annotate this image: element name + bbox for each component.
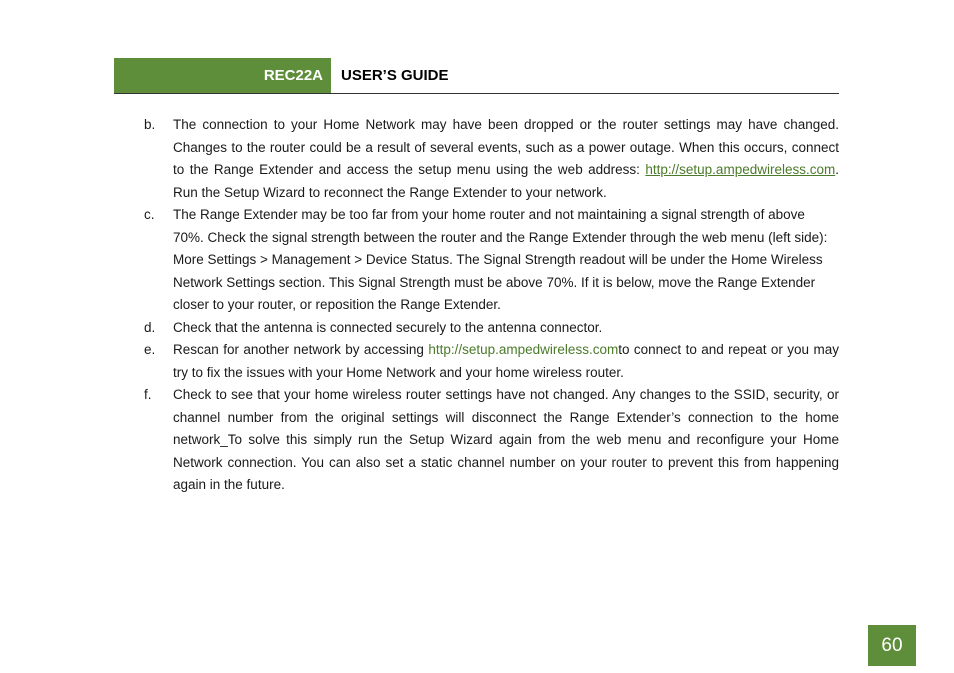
page-number-badge: 60 [868,625,916,666]
list-item-text [173,339,839,384]
list-item-c [144,204,839,317]
list-item-text: Check that the antenna is connected securely to the antenna connector. [173,319,603,335]
troubleshooting-list [144,114,839,497]
list-marker: c. [144,207,155,222]
item-e-text-after: to connect to and repeat or you may try to fix the issues with your Home Network and your home wireless router. [173,342,839,380]
list-marker: f. [144,387,152,402]
list-item-b [144,114,839,204]
list-marker: e. [144,342,156,357]
product-name: REC22A [263,67,323,84]
item-b-text-before: The connection to your Home Network may have been dropped or the router settings may have changed. Changes to the router could be a result of several events, such as a power outage. When this occurs, connect to the Range Extender and access the setup menu using the web address: [173,117,839,177]
list-item-e [144,339,839,384]
list-item-f [144,384,839,497]
setup-url-link[interactable]: http://setup.ampedwireless.com [428,342,619,357]
page-header [114,58,839,94]
list-item-text: The Range Extender may be too far from your home router and not maintaining a signal strength of above 70%. Check the signal strength between the router and the Range Extender through the web menu (left side): More Settings > Management > Device Status. The Signal Strength readout will be under the Home Wireless Network Settings section. This Signal Strength must be above 70%. If it is below, move the Range Extender closer to your router, or reposition the Range Extender. [173,207,828,312]
list-item-text: Check to see that your home wireless router settings have not changed. Any changes to the SSID, security, or channel number from the original settings will disconnect the Range Extender’s connection to the home network_To solve this simply run the Setup Wizard again from the web menu and reconfigure your Home Network connection. You can also set a static channel number on your router to prevent this from happening again in the future. [173,387,839,492]
setup-url-link[interactable]: http://setup.ampedwireless.com [645,162,836,177]
list-item-text [173,114,839,204]
item-e-text-before: Rescan for another network by accessing [173,342,429,357]
item-b-text-after: . Run the Setup Wizard to reconnect the Range Extender to your network. [173,162,839,200]
guide-title: USER’S GUIDE [341,67,449,84]
list-marker: b. [144,117,156,132]
header-green-bar [114,58,331,93]
list-marker: d. [144,319,156,335]
list-item-d [144,317,839,340]
